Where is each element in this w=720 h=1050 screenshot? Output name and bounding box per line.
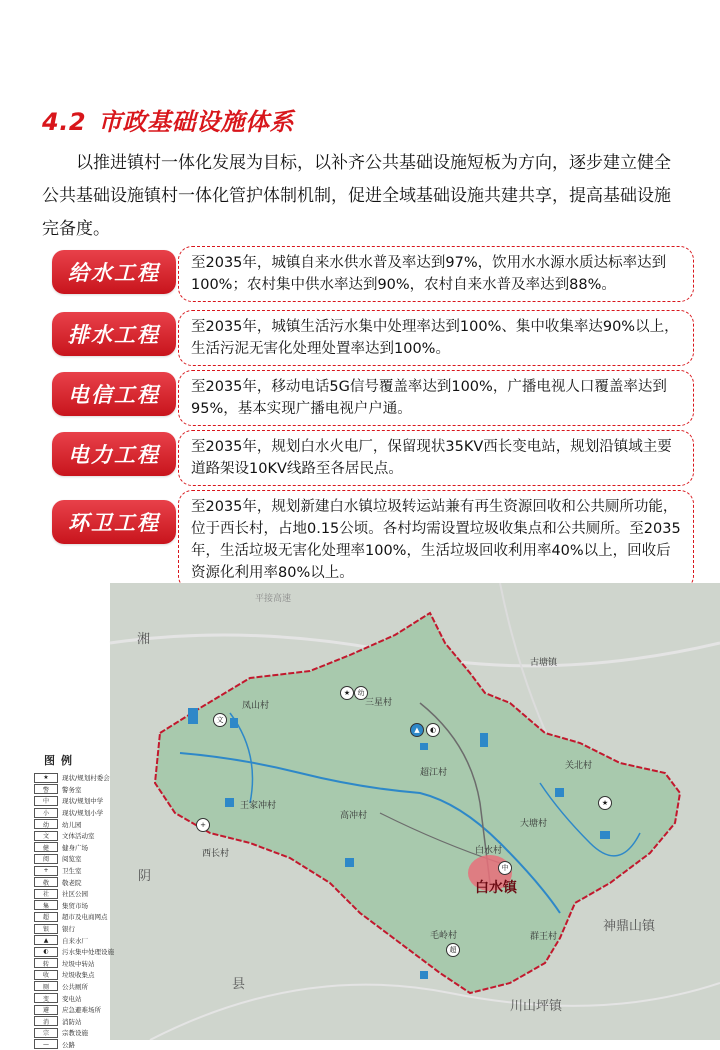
legend-item	[34, 865, 134, 877]
legend-symbol: 厕	[34, 981, 58, 991]
map-badge-clinic: +	[196, 818, 210, 832]
map-badge-school: 幼	[354, 686, 368, 700]
map-badge-sewage: ◐	[426, 723, 440, 737]
legend-label: 健身广场	[62, 843, 88, 852]
legend-symbol: 集	[34, 900, 58, 910]
legend-item	[34, 888, 134, 900]
legend-symbol: 警	[34, 784, 58, 794]
legend-label: 变电站	[62, 994, 82, 1003]
legend-symbol: 幼	[34, 819, 58, 829]
legend-symbol: 社	[34, 889, 58, 899]
map-badge-village-committee: ★	[598, 796, 612, 810]
legend-item	[34, 842, 134, 854]
legend-label: 社区公园	[62, 890, 88, 899]
section-title: 市政基础设施体系	[98, 108, 295, 137]
legend-label: 公路	[62, 1040, 75, 1049]
legend-item	[34, 1015, 134, 1027]
legend-item	[34, 946, 134, 958]
place-yang: 阴	[138, 869, 152, 884]
desc-sanitation: 至2035年，规划新建白水镇垃圾转运站兼有再生资源回收和公共厕所功能，位于西长村，占地0.15公顷。各村均需设置垃圾收集点和公共厕所。至2035年，生活垃圾无害化处理率100%，生活垃圾回收利用率40%以上，回收后资源化利用率80%以上。	[178, 490, 694, 590]
place-baishuicun: 白水村	[475, 846, 503, 856]
desc-telecom: 至2035年，移动电话5G信号覆盖率达到100%，广播电视人口覆盖率达到95%，基本实现广播电视户户通。	[178, 370, 694, 426]
legend-title: 图例	[44, 754, 78, 767]
section-number: 4.2	[42, 108, 87, 137]
legend-symbol: 转	[34, 958, 58, 968]
map-badge-waterworks: ▲	[410, 723, 424, 737]
legend-symbol: 中	[34, 796, 58, 806]
place-maoling: 毛岭村	[430, 931, 458, 941]
legend-label: 公共厕所	[62, 982, 88, 991]
legend-label: 超市及电商网点	[62, 913, 108, 922]
legend-label: 消防站	[62, 1017, 82, 1026]
legend-label: 敬老院	[62, 878, 82, 887]
legend-label: 幼儿园	[62, 820, 82, 829]
place-shendingshan: 神鼎山镇	[603, 919, 656, 934]
legend-symbol: +	[34, 866, 58, 876]
legend-item	[34, 958, 134, 970]
road-pingjie: 平接高速	[255, 594, 292, 604]
legend-label: 集贸市场	[62, 901, 88, 910]
map-badge-culture: 文	[213, 713, 227, 727]
legend-symbol: 超	[34, 912, 58, 922]
legend-label: 垃圾收集点	[62, 971, 95, 980]
legend-label: 卫生室	[62, 867, 82, 876]
legend-item	[34, 807, 134, 819]
place-baishuizhen: 白水镇	[475, 880, 517, 896]
legend-symbol: 健	[34, 842, 58, 852]
legend-item	[34, 795, 134, 807]
legend-label: 现状/规划村委会	[62, 774, 110, 783]
legend-label: 宗教设施	[62, 1029, 88, 1038]
legend-item	[34, 876, 134, 888]
legend-item	[34, 969, 134, 981]
place-qunwang: 群王村	[530, 932, 558, 942]
legend-item	[34, 934, 134, 946]
legend-symbol: ▲	[34, 935, 58, 945]
place-sanxing: 三星村	[365, 698, 393, 708]
place-xichang: 西长村	[202, 849, 230, 859]
legend-item	[34, 830, 134, 842]
legend-symbol: 银	[34, 924, 58, 934]
legend-symbol: 小	[34, 808, 58, 818]
legend-symbol: 敬	[34, 877, 58, 887]
legend-item	[34, 1027, 134, 1039]
legend-item	[34, 900, 134, 912]
legend-label: 现状/规划小学	[62, 809, 104, 818]
legend-item	[34, 784, 134, 796]
legend-symbol: 消	[34, 1016, 58, 1026]
legend-label: 自来水厂	[62, 936, 88, 945]
legend-symbol: ◐	[34, 947, 58, 957]
legend-item	[34, 911, 134, 923]
desc-power: 至2035年，规划白水火电厂，保留现状35KV西长变电站，规划沿镇域主要道路架设10KV线路至各居民点。	[178, 430, 694, 486]
place-dadang: 大塘村	[520, 819, 548, 829]
place-xiang: 湘	[137, 632, 151, 647]
legend-symbol: 宗	[34, 1028, 58, 1038]
place-guanbei: 关北村	[565, 761, 593, 771]
legend-label: 阅览室	[62, 855, 82, 864]
map-badge-middle-school: 中	[498, 861, 512, 875]
place-chaojiang: 超江村	[420, 768, 448, 778]
legend-item	[34, 853, 134, 865]
place-fengshan: 凤山村	[242, 701, 270, 711]
desc-water-supply: 至2035年，城镇自来水供水普及率达到97%，饮用水水源水质达标率达到100%；农村集中供水率达到90%，农村自来水普及率达到88%。	[178, 246, 694, 302]
legend-label: 污水集中处理设施	[62, 948, 114, 957]
section-heading	[42, 102, 294, 137]
legend-label: 文体活动室	[62, 832, 95, 841]
place-gaochong: 高冲村	[340, 811, 368, 821]
legend-symbol: 避	[34, 1005, 58, 1015]
tag-drainage: 排水工程	[52, 312, 176, 356]
map-legend	[34, 752, 134, 1050]
tag-telecom: 电信工程	[52, 372, 176, 416]
legend-symbol: ★	[34, 773, 58, 783]
desc-drainage: 至2035年，城镇生活污水集中处理率达到100%、集中收集率达90%以上，生活污泥无害化处理处置率达到100%。	[178, 310, 694, 366]
tag-water-supply: 给水工程	[52, 250, 176, 294]
legend-symbol: 收	[34, 970, 58, 980]
legend-rows	[34, 772, 134, 1050]
legend-symbol: 变	[34, 993, 58, 1003]
legend-symbol: 文	[34, 831, 58, 841]
legend-item	[34, 1004, 134, 1016]
tag-power: 电力工程	[52, 432, 176, 476]
legend-label: 银行	[62, 925, 75, 934]
legend-item	[34, 818, 134, 830]
legend-symbol: 阅	[34, 854, 58, 864]
place-gutang: 古塘镇	[530, 658, 558, 668]
legend-label: 警务室	[62, 785, 82, 794]
legend-item	[34, 981, 134, 993]
legend-symbol: —	[34, 1039, 58, 1049]
legend-label: 垃圾中转站	[62, 959, 95, 968]
place-chuanshanping: 川山坪镇	[510, 999, 563, 1014]
map-badge-star: ★	[340, 686, 354, 700]
tag-sanitation: 环卫工程	[52, 500, 176, 544]
map-badge-market: 超	[446, 943, 460, 957]
place-wangjiachong: 王家冲村	[240, 801, 277, 811]
legend-label: 应急避难场所	[62, 1006, 101, 1015]
legend-item	[34, 992, 134, 1004]
legend-label: 现状/规划中学	[62, 797, 104, 806]
intro-paragraph: 以推进镇村一体化发展为目标，以补齐公共基础设施短板为方向，逐步建立健全公共基础设施镇村一体化管护体制机制，促进全域基础设施共建共享，提高基础设施完备度。	[42, 153, 671, 239]
legend-item	[34, 772, 134, 784]
place-xian: 县	[232, 977, 246, 992]
legend-item	[34, 1039, 134, 1050]
legend-item	[34, 923, 134, 935]
